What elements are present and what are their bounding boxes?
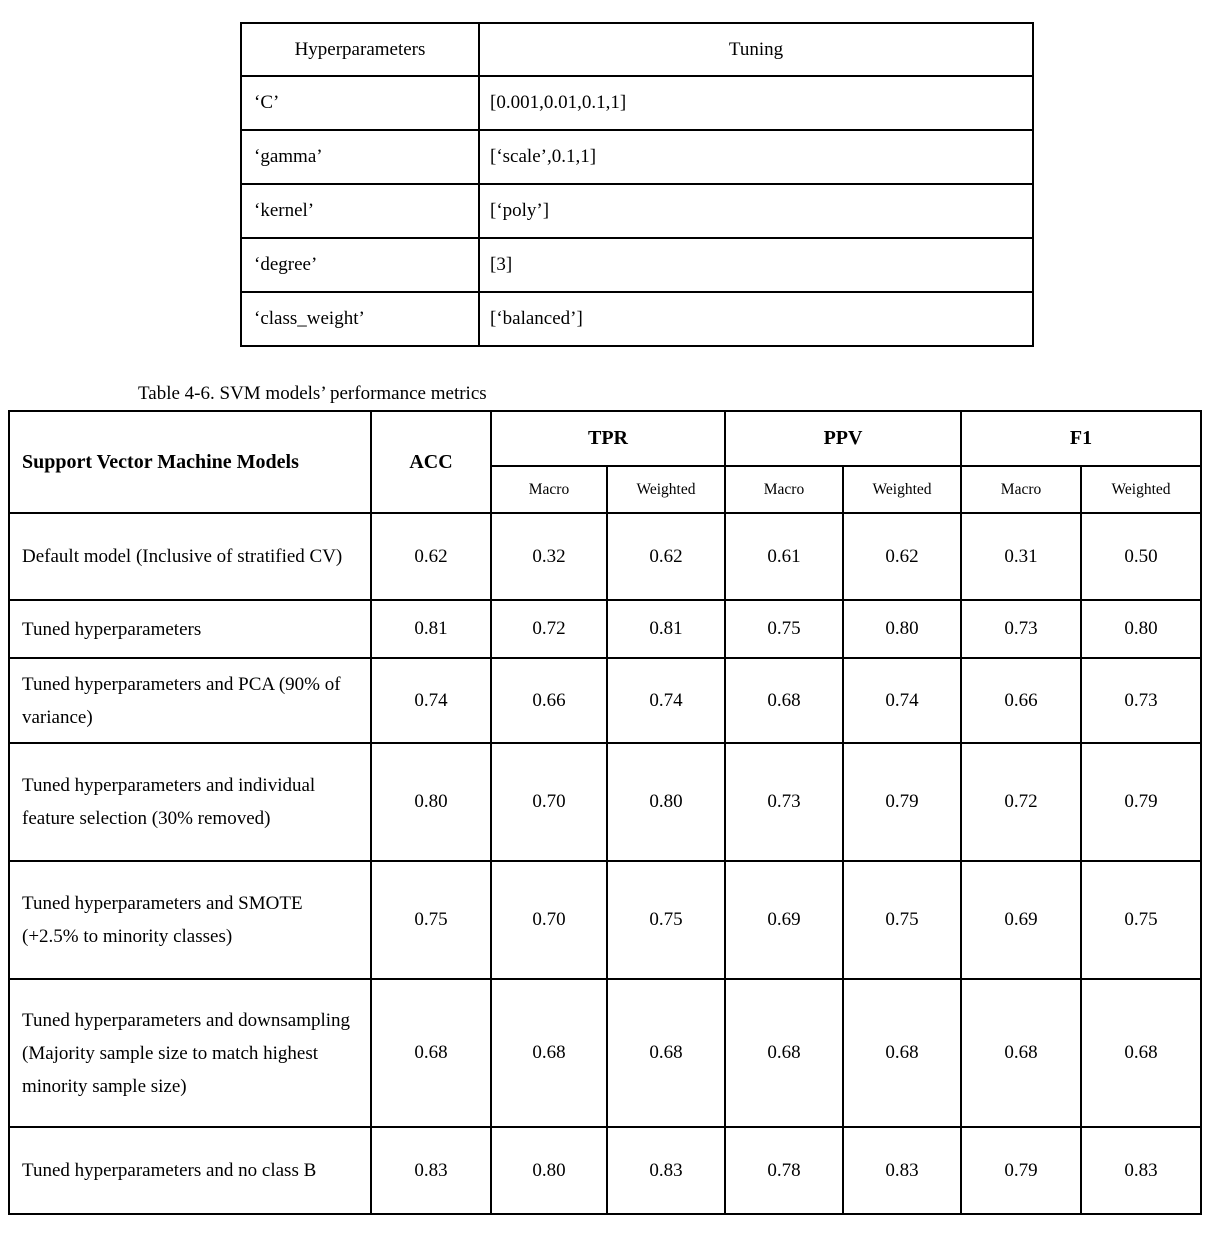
ppv-weighted-value-cell: 0.83 (843, 1127, 961, 1214)
f1-macro-subheader: Macro (961, 466, 1081, 513)
tuning-value-cell: [0.001,0.01,0.1,1] (479, 76, 1033, 130)
hyperparameters-column-header: Hyperparameters (241, 23, 479, 76)
table-row (9, 600, 1201, 658)
tpr-weighted-subheader: Weighted (607, 466, 725, 513)
f1-group-header: F1 (961, 411, 1201, 466)
table-row (9, 658, 1201, 743)
tuning-value-cell: [3] (479, 238, 1033, 292)
ppv-weighted-value-cell: 0.68 (843, 979, 961, 1127)
acc-value-cell: 0.83 (371, 1127, 491, 1214)
tpr-weighted-value-cell: 0.68 (607, 979, 725, 1127)
table-row (241, 292, 1033, 346)
acc-value-cell: 0.62 (371, 513, 491, 600)
f1-weighted-value-cell: 0.73 (1081, 658, 1201, 743)
tpr-weighted-value-cell: 0.81 (607, 600, 725, 658)
tpr-macro-value-cell: 0.70 (491, 743, 607, 861)
model-name-cell: Default model (Inclusive of stratified CV) (9, 513, 371, 600)
model-name-cell: Tuned hyperparameters and SMOTE (+2.5% to minority classes) (9, 861, 371, 979)
ppv-macro-value-cell: 0.73 (725, 743, 843, 861)
tpr-weighted-value-cell: 0.74 (607, 658, 725, 743)
table-caption: Table 4-6. SVM models’ performance metrics (138, 383, 487, 404)
table-row (241, 238, 1033, 292)
f1-macro-value-cell: 0.69 (961, 861, 1081, 979)
tpr-weighted-value-cell: 0.80 (607, 743, 725, 861)
ppv-macro-value-cell: 0.78 (725, 1127, 843, 1214)
ppv-weighted-value-cell: 0.74 (843, 658, 961, 743)
ppv-macro-value-cell: 0.69 (725, 861, 843, 979)
model-name-cell: Tuned hyperparameters and downsampling (Majority sample size to match highest minority sample size) (9, 979, 371, 1127)
acc-column-header: ACC (371, 411, 491, 513)
hyperparameter-name-cell: ‘C’ (241, 76, 479, 130)
ppv-weighted-value-cell: 0.62 (843, 513, 961, 600)
table-row (241, 76, 1033, 130)
ppv-group-header: PPV (725, 411, 961, 466)
tpr-group-header: TPR (491, 411, 725, 466)
f1-weighted-subheader: Weighted (1081, 466, 1201, 513)
tuning-value-cell: [‘poly’] (479, 184, 1033, 238)
tpr-weighted-value-cell: 0.83 (607, 1127, 725, 1214)
table-row (9, 979, 1201, 1127)
tpr-macro-value-cell: 0.70 (491, 861, 607, 979)
ppv-weighted-subheader: Weighted (843, 466, 961, 513)
ppv-macro-value-cell: 0.61 (725, 513, 843, 600)
table-row (9, 1127, 1201, 1214)
acc-value-cell: 0.75 (371, 861, 491, 979)
tuning-column-header: Tuning (479, 23, 1033, 76)
f1-macro-value-cell: 0.31 (961, 513, 1081, 600)
ppv-macro-value-cell: 0.68 (725, 979, 843, 1127)
tpr-weighted-value-cell: 0.62 (607, 513, 725, 600)
table-row (241, 130, 1033, 184)
f1-macro-value-cell: 0.68 (961, 979, 1081, 1127)
f1-macro-value-cell: 0.79 (961, 1127, 1081, 1214)
hyperparameter-header-row (241, 23, 1033, 76)
table-row (9, 513, 1201, 600)
performance-header-row-groups (9, 411, 1201, 466)
model-name-cell: Tuned hyperparameters and PCA (90% of variance) (9, 658, 371, 743)
ppv-macro-value-cell: 0.75 (725, 600, 843, 658)
tpr-weighted-value-cell: 0.75 (607, 861, 725, 979)
hyperparameter-name-cell: ‘kernel’ (241, 184, 479, 238)
ppv-weighted-value-cell: 0.80 (843, 600, 961, 658)
f1-weighted-value-cell: 0.80 (1081, 600, 1201, 658)
ppv-macro-subheader: Macro (725, 466, 843, 513)
f1-macro-value-cell: 0.66 (961, 658, 1081, 743)
tpr-macro-value-cell: 0.68 (491, 979, 607, 1127)
tpr-macro-subheader: Macro (491, 466, 607, 513)
hyperparameter-name-cell: ‘class_weight’ (241, 292, 479, 346)
tpr-macro-value-cell: 0.80 (491, 1127, 607, 1214)
f1-weighted-value-cell: 0.75 (1081, 861, 1201, 979)
hyperparameter-name-cell: ‘degree’ (241, 238, 479, 292)
acc-value-cell: 0.68 (371, 979, 491, 1127)
acc-value-cell: 0.81 (371, 600, 491, 658)
model-name-cell: Tuned hyperparameters and no class B (9, 1127, 371, 1214)
tpr-macro-value-cell: 0.32 (491, 513, 607, 600)
ppv-weighted-value-cell: 0.75 (843, 861, 961, 979)
hyperparameter-table (240, 22, 1034, 347)
tpr-macro-value-cell: 0.66 (491, 658, 607, 743)
acc-value-cell: 0.80 (371, 743, 491, 861)
ppv-macro-value-cell: 0.68 (725, 658, 843, 743)
tpr-macro-value-cell: 0.72 (491, 600, 607, 658)
models-column-header: Support Vector Machine Models (9, 411, 371, 513)
table-row (9, 743, 1201, 861)
table-row (241, 184, 1033, 238)
f1-weighted-value-cell: 0.68 (1081, 979, 1201, 1127)
tuning-value-cell: [‘balanced’] (479, 292, 1033, 346)
f1-macro-value-cell: 0.72 (961, 743, 1081, 861)
table-row (9, 861, 1201, 979)
acc-value-cell: 0.74 (371, 658, 491, 743)
f1-weighted-value-cell: 0.50 (1081, 513, 1201, 600)
model-name-cell: Tuned hyperparameters (9, 600, 371, 658)
performance-table (8, 410, 1202, 1215)
hyperparameter-name-cell: ‘gamma’ (241, 130, 479, 184)
model-name-cell: Tuned hyperparameters and individual feature selection (30% removed) (9, 743, 371, 861)
ppv-weighted-value-cell: 0.79 (843, 743, 961, 861)
f1-macro-value-cell: 0.73 (961, 600, 1081, 658)
tuning-value-cell: [‘scale’,0.1,1] (479, 130, 1033, 184)
f1-weighted-value-cell: 0.83 (1081, 1127, 1201, 1214)
f1-weighted-value-cell: 0.79 (1081, 743, 1201, 861)
